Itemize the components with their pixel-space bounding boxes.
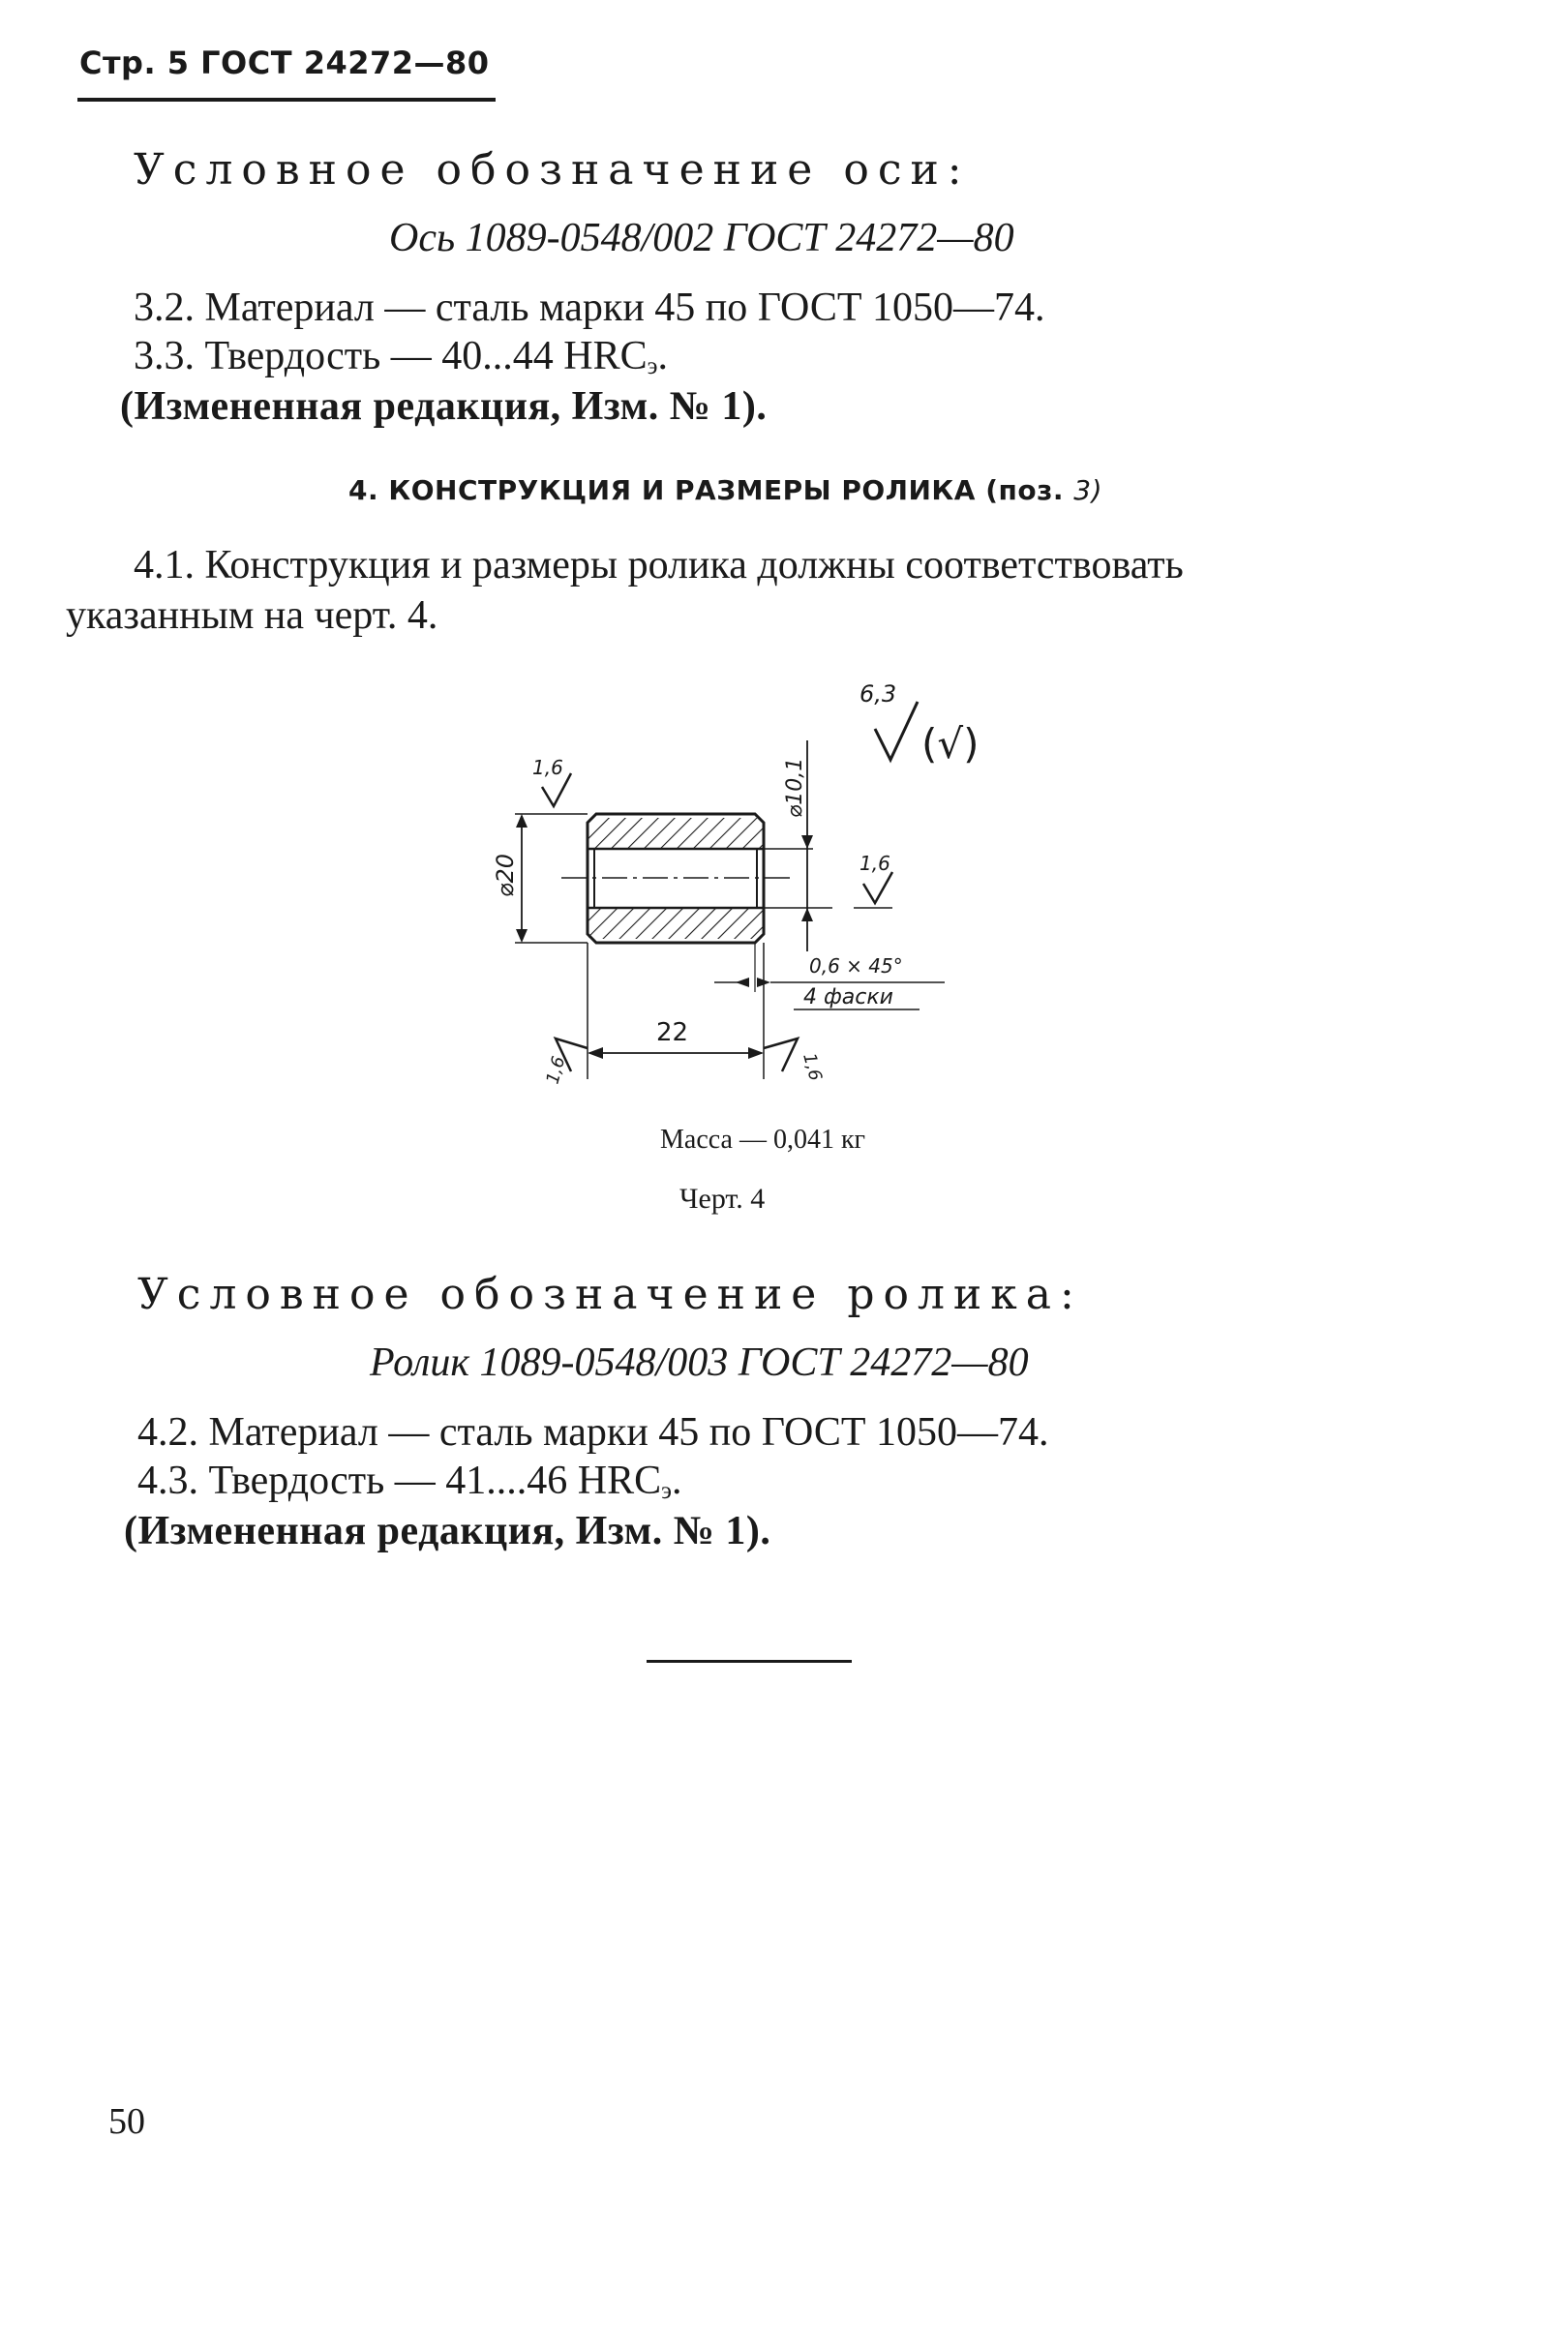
item-4-1-line1: 4.1. Конструкция и размеры ролика должны соответствовать [134, 543, 1184, 587]
section-4-title: 4. КОНСТРУКЦИЯ И РАЗМЕРЫ РОЛИКА (поз. 3) [348, 474, 1102, 506]
chamfer-count: 4 фаски [803, 985, 893, 1009]
axis-designation-value: Ось 1089-0548/002 ГОСТ 24272—80 [389, 216, 1014, 260]
roller-designation-value: Ролик 1089-0548/003 ГОСТ 24272—80 [370, 1340, 1029, 1385]
roughness-main-icon [875, 702, 918, 760]
roughness-right-icon [863, 872, 892, 903]
roller-hatch-top [588, 818, 763, 849]
roughness-right-value: 1,6 [859, 852, 890, 875]
figure-caption: Черт. 4 [679, 1183, 766, 1215]
roughness-left-bottom-value: 1,6 [542, 1054, 570, 1087]
dim-bore-diameter: ⌀10,1 [783, 757, 807, 818]
item-3-3-hardness: 3.3. Твердость — 40...44 $HRC_э$. [134, 334, 668, 380]
item-3-amendment: (Измененная редакция, Изм. № 1). [120, 384, 768, 429]
chamfer-label: 0,6 × 45° [809, 954, 903, 978]
page-number: 50 [108, 2101, 145, 2142]
end-rule [647, 1660, 852, 1663]
roughness-right-bottom-value: 1,6 [799, 1050, 826, 1083]
header-rule [77, 98, 496, 102]
item-4-1-line2: указанным на черт. 4. [66, 593, 438, 638]
roller-designation-label: Условное обозначение ролика: [137, 1270, 1083, 1319]
roller-drawing [474, 673, 1045, 1108]
roller-hatch-bottom [588, 908, 763, 939]
item-4-amendment: (Измененная редакция, Изм. № 1). [124, 1509, 771, 1553]
roughness-right-bottom-icon [764, 1039, 798, 1071]
axis-designation-label: Условное обозначение оси: [134, 145, 971, 195]
item-3-2-material: 3.2. Материал — сталь марки 45 по ГОСТ 1050—74. [134, 286, 1045, 330]
page-header: Стр. 5 ГОСТ 24272—80 [79, 45, 490, 81]
roughness-main-paren: (√) [921, 720, 980, 768]
dim-outer-diameter: ⌀20 [492, 854, 519, 897]
item-4-2-material: 4.2. Материал — сталь марки 45 по ГОСТ 1050—74. [137, 1410, 1049, 1455]
roughness-top-value: 1,6 [532, 756, 563, 779]
dim-length: 22 [656, 1018, 689, 1047]
roughness-main-value: 6,3 [859, 680, 897, 708]
mass-text: Масса — 0,041 кг [660, 1125, 866, 1155]
item-4-3-hardness: 4.3. Твердость — 41....46 $HRC_э$. [137, 1459, 682, 1505]
